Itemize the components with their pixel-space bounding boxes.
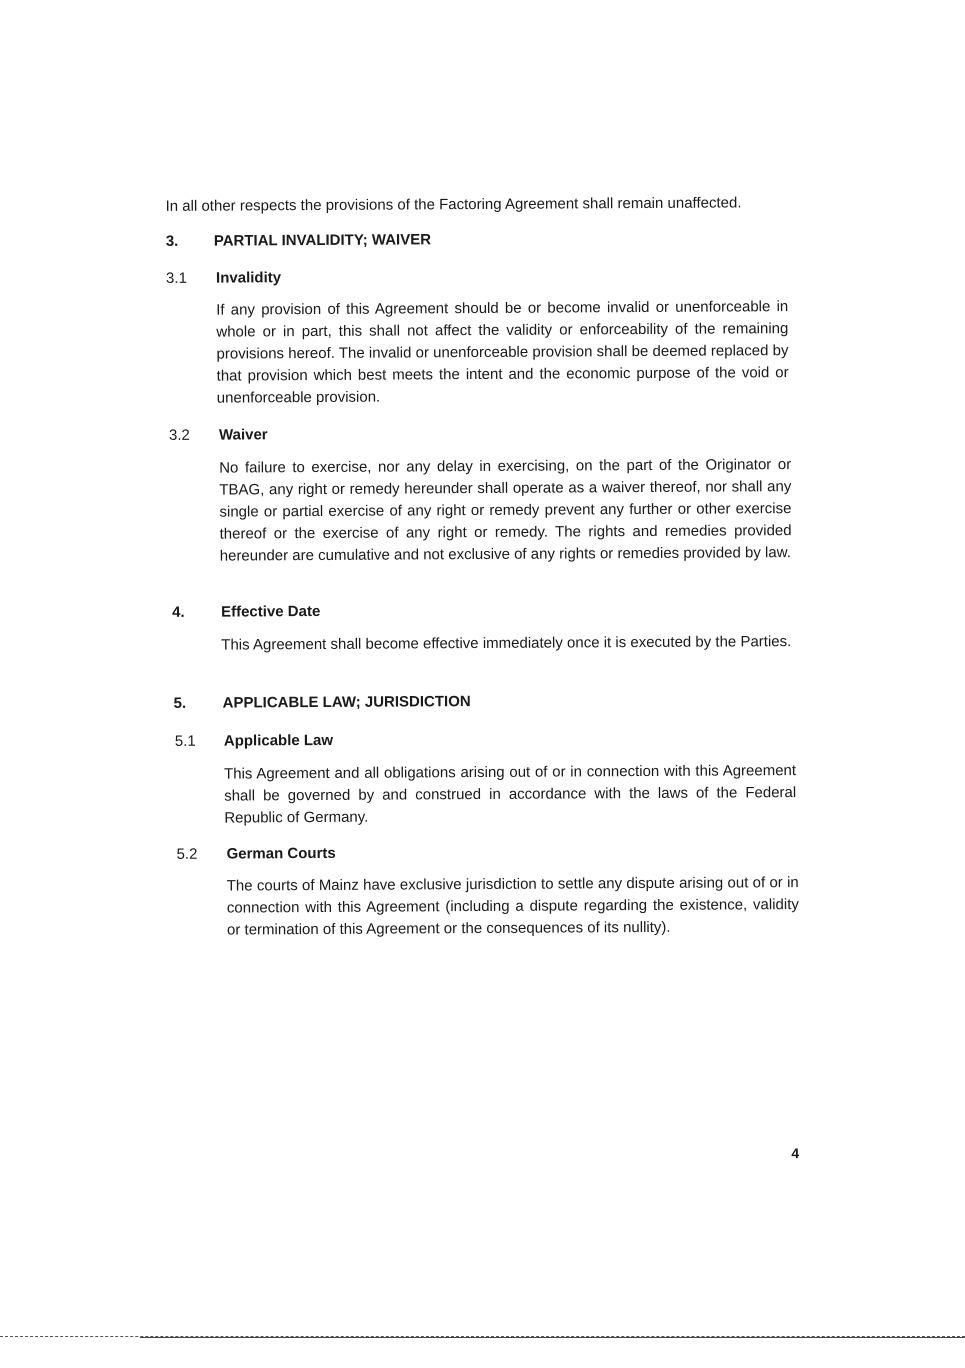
- section-number: 3.1: [165, 269, 187, 287]
- scan-edge-line-solid: [140, 1337, 965, 1338]
- section-title: Applicable Law: [223, 731, 334, 750]
- section-title: APPLICABLE LAW; JURISDICTION: [222, 693, 471, 712]
- section-title: Waiver: [218, 426, 268, 444]
- section-title: PARTIAL INVALIDITY; WAIVER: [213, 231, 432, 250]
- section-number: 4.: [172, 603, 185, 621]
- section-3-1-text: If any provision of this Agreement should be or become invalid or unenforceable in whole or in part, this shall not affect the validity or enforceability of the remaining provisions hereof. The invalid or unenforceable provision shall be deemed replaced by that provision which best meets the intent and the economic purpose of the void or unenforceable provision.: [216, 298, 789, 407]
- section-number: 5.1: [174, 732, 196, 750]
- intro-paragraph: In all other respects the provisions of the Factoring Agreement shall remain unaffected.: [165, 194, 742, 215]
- section-number: 3.: [165, 232, 179, 250]
- section-3-2-text: No failure to exercise, nor any delay in exercising, on the part of the Originator or TBAG, any right or remedy hereunder shall operate as a waiver thereof, nor shall any single or partial exercise of any right or remedy prevent any further or other exercise thereof or the exercise of any right or remedy. The rights and remedies provided hereunder are cumulative and not exclusive of any rights or remedies provided by law.: [219, 456, 792, 565]
- section-title: German Courts: [226, 844, 336, 863]
- section-5-2-text: The courts of Mainz have exclusive jurisdiction to settle any dispute arising out of or in connection with this Agreement (including a dispute regarding the existence, validity or termination of this Agreement or the consequences of its nullity).: [226, 874, 799, 939]
- section-5-1-text: This Agreement and all obligations arising out of or in connection with this Agreement shall be governed by and construed in accordance with the laws of the Federal Republic of Germany.: [224, 762, 797, 827]
- section-number: 5.2: [176, 845, 198, 863]
- section-title: Effective Date: [221, 602, 321, 621]
- section-number: 5.: [173, 694, 187, 712]
- section-number: 3.2: [168, 426, 190, 444]
- page-number: 4: [791, 1145, 800, 1162]
- section-4-text: This Agreement shall become effective immediately once it is executed by the Parties.: [221, 633, 792, 654]
- section-title: Invalidity: [215, 269, 282, 287]
